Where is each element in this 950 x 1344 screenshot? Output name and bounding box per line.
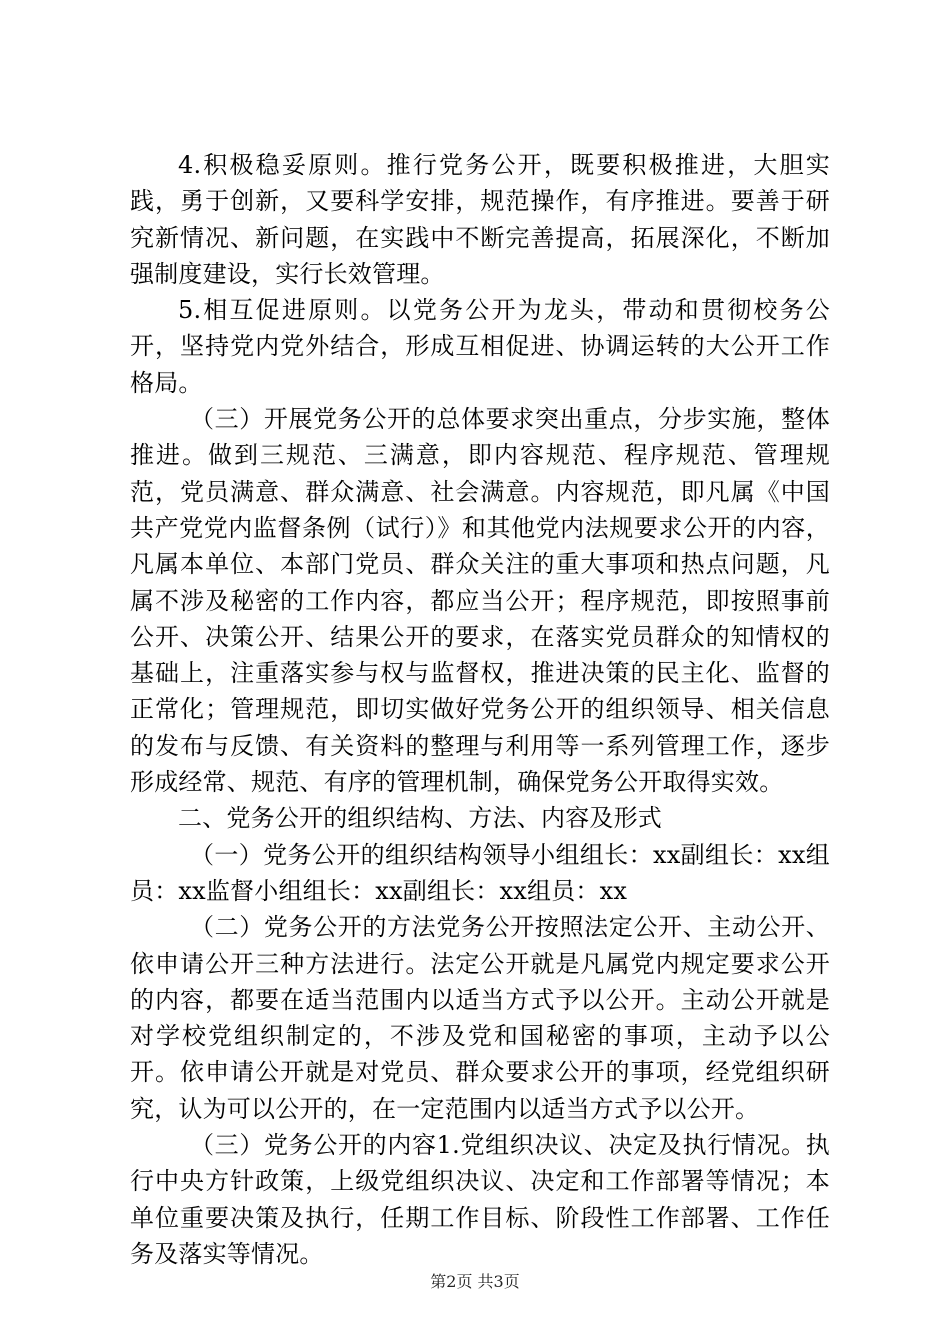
paragraph-contents: （三）党务公开的内容1.党组织决议、决定及执行情况。执行中央方针政策，上级党组织决议、决定和工作部署等情况；本单位重要决策及执行，任期工作目标、阶段性工作部署、工作任务及落实等情况。: [130, 1131, 830, 1268]
document-body: [130, 147, 830, 1272]
paragraph-methods: （二）党务公开的方法党务公开按照法定公开、主动公开、依申请公开三种方法进行。法定公开就是凡属党内规定要求公开的内容，都要在适当范围内以适当方式予以公开。主动公开就是对学校党组织制定的，不涉及党和国秘密的事项，主动予以公开。依申请公开就是对党员、群众要求公开的事项，经党组织研究，认为可以公开的，在一定范围内以适当方式予以公开。: [130, 913, 830, 1123]
paragraph-overall-requirements: （三）开展党务公开的总体要求突出重点，分步实施，整体推进。做到三规范、三满意，即内容规范、程序规范、管理规范，党员满意、群众满意、社会满意。内容规范，即凡属《中国共产党党内监督条例（试行）》和其他党内法规要求公开的内容，凡属本单位、本部门党员、群众关注的重大事项和热点问题，凡属不涉及秘密的工作内容，都应当公开；程序规范，即按照事前公开、决策公开、结果公开的要求，在落实党员群众的知情权的基础上，注重落实参与权与监督权，推进决策的民主化、监督的正常化；管理规范，即切实做好党务公开的组织领导、相关信息的发布与反馈、有关资料的整理与利用等一系列管理工作，逐步形成经常、规范、有序的管理机制，确保党务公开取得实效。: [130, 405, 830, 797]
page-number-footer: 第2页 共3页: [430, 1272, 520, 1291]
section-heading-organization: 二、党务公开的组织结构、方法、内容及形式: [178, 804, 662, 833]
paragraph-mutual-promotion-principle: 5.相互促进原则。以党务公开为龙头，带动和贯彻校务公开，坚持党内党外结合，形成互相促进、协调运转的大公开工作格局。: [130, 296, 830, 397]
paragraph-steady-principle: 4.积极稳妥原则。推行党务公开，既要积极推进，大胆实践，勇于创新，又要科学安排，规范操作，有序推进。要善于研究新情况、新问题，在实践中不断完善提高，拓展深化，不断加强制度建设，实行长效管理。: [130, 151, 830, 288]
paragraph-organization-structure: （一）党务公开的组织结构领导小组组长：xx副组长：xx组员：xx监督小组组长：xx副组长：xx组员：xx: [130, 840, 830, 905]
